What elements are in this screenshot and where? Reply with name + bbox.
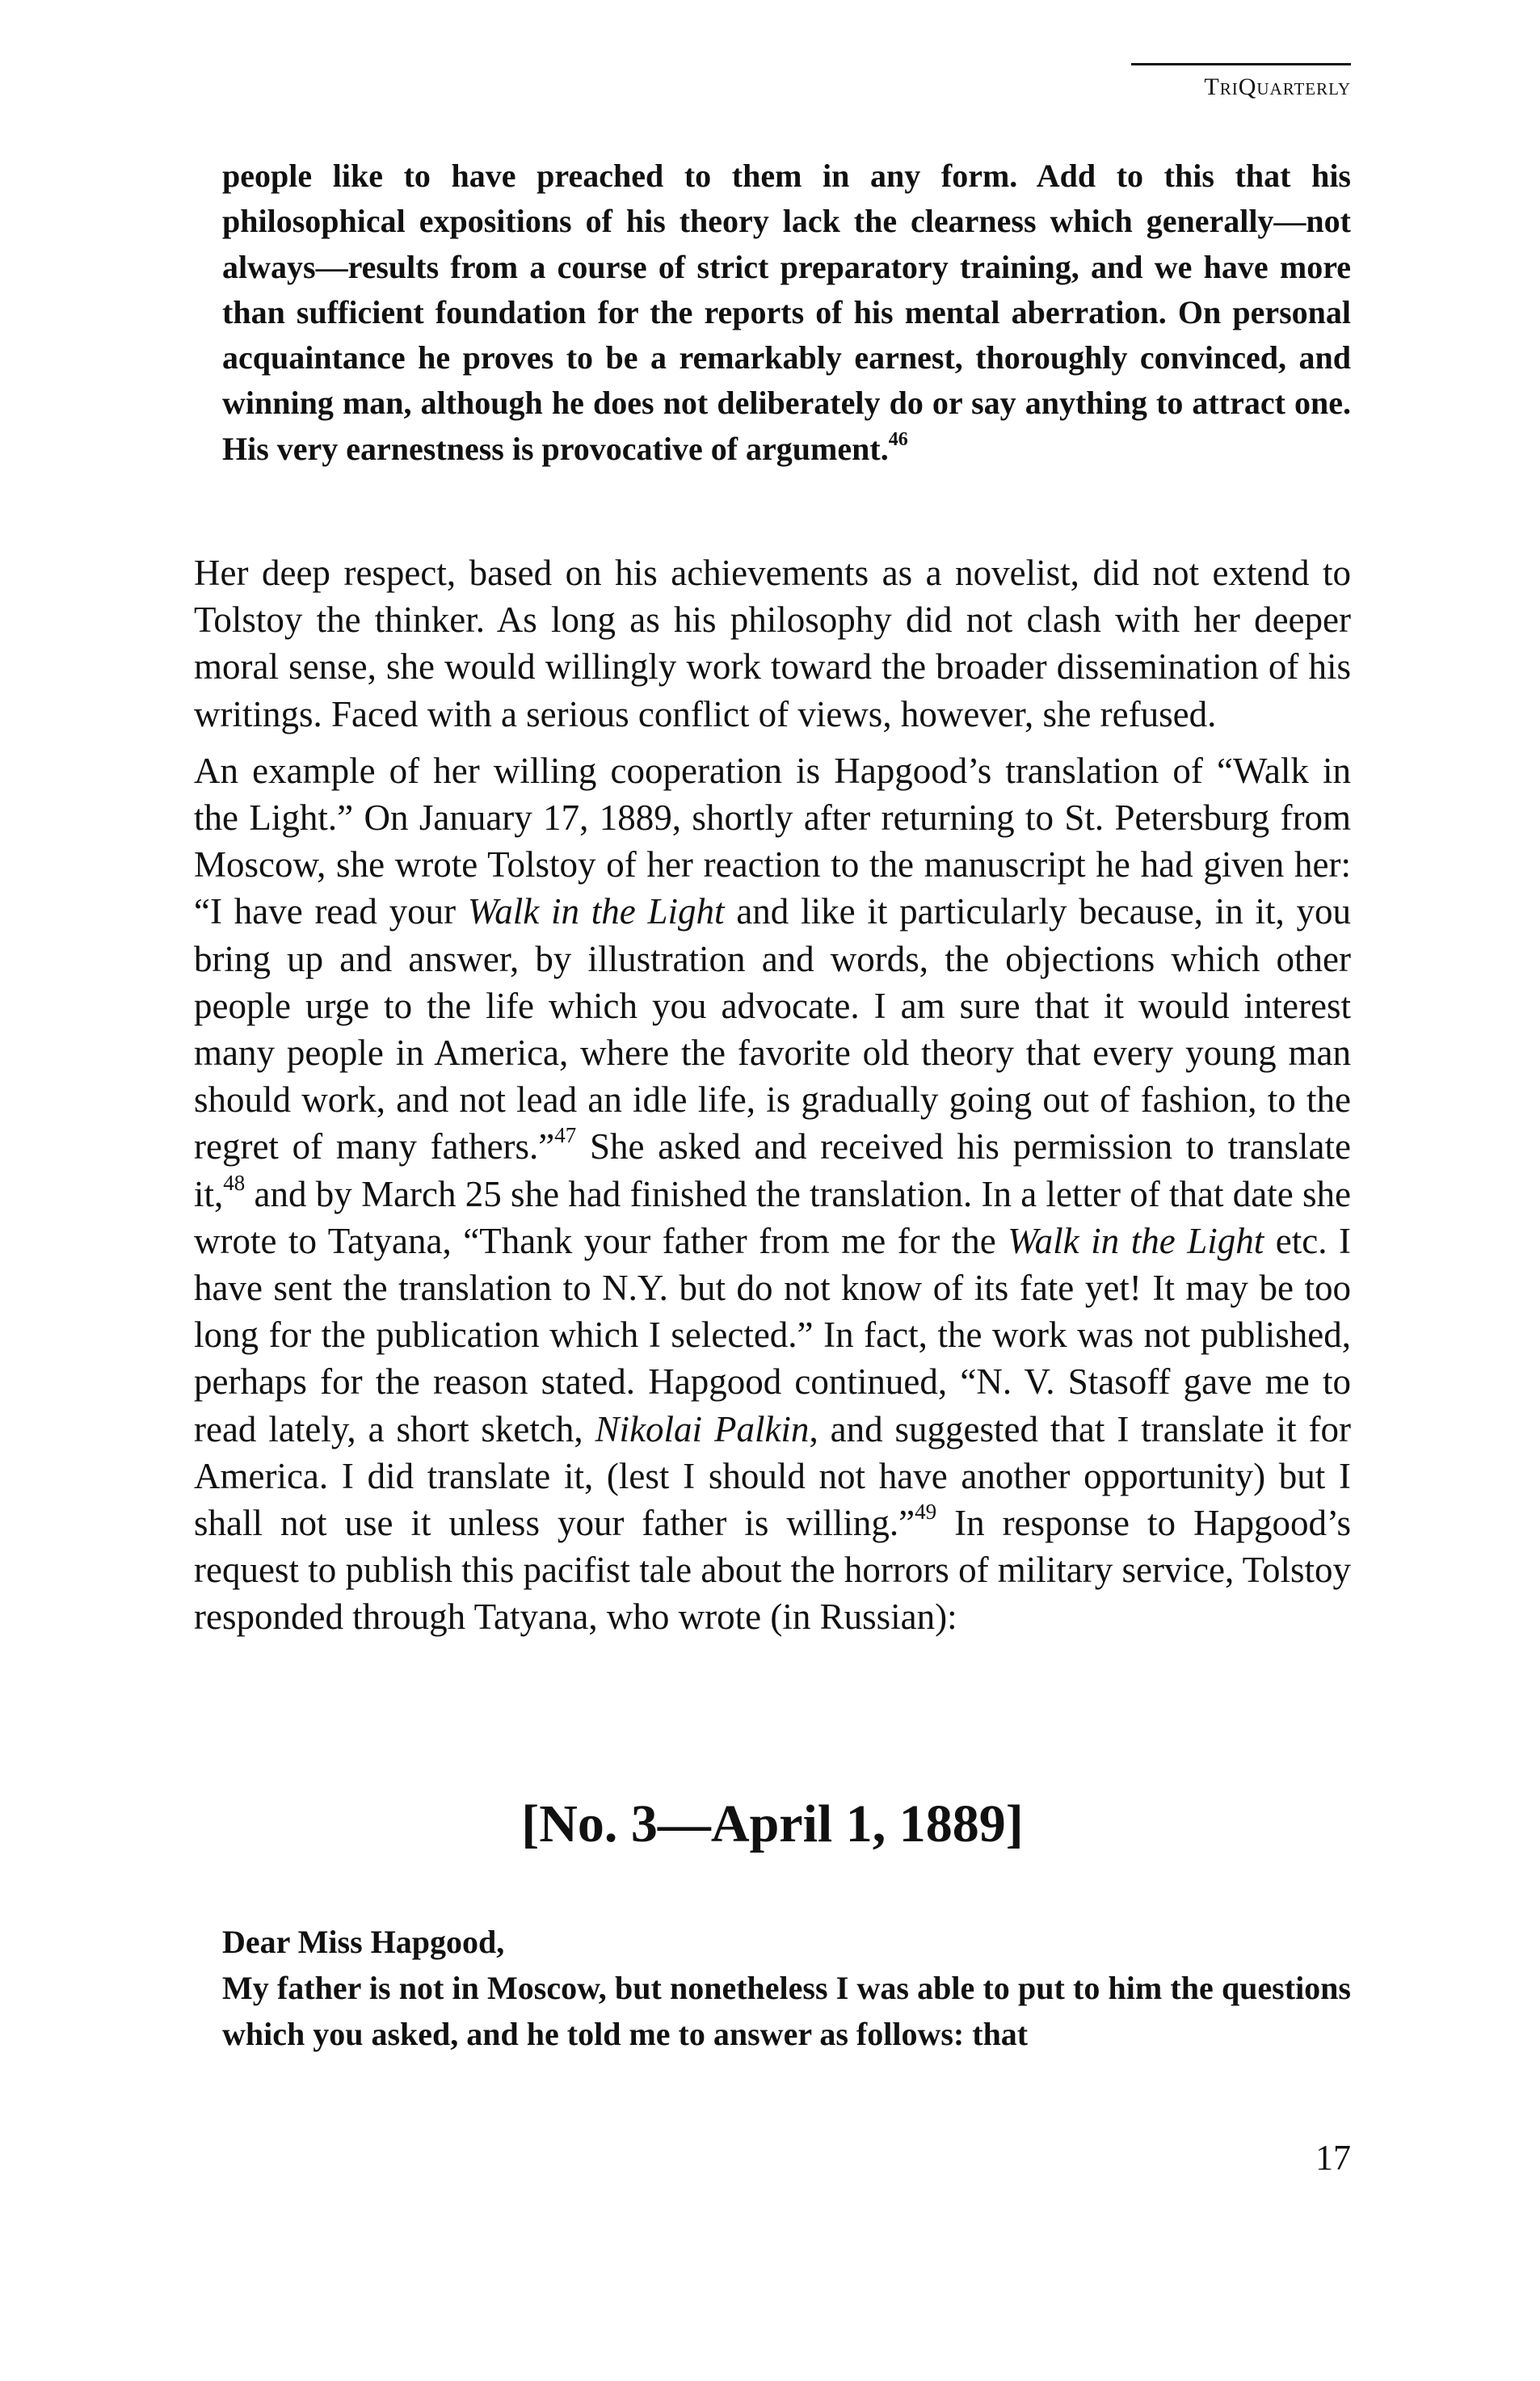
footnote-ref: 49 bbox=[915, 1499, 937, 1524]
body-text bbox=[194, 549, 1351, 1641]
footnote-ref: 48 bbox=[223, 1170, 246, 1195]
letter-salutation: Dear Miss Hapgood, bbox=[222, 1924, 505, 1960]
work-title: Nikolai Palkin bbox=[595, 1408, 810, 1449]
quote-text: people like to have preached to them in any form. Add to this that his philosophical expositions of his theory lack the clearness which generally—not always—results from a course of strict preparatory training, and we have more than sufficient foundation for the reports of his mental aberration. On personal acquaintance he proves to be a remarkably earnest, thoroughly convinced, and winning man, although he does not deliberately do or say anything to attract one. His very earnestness is provocative of argument. bbox=[222, 158, 1351, 467]
text-run: In response to Hapgood’s request to publish this pacifist tale about the horrors of military service, Tolstoy responded through Tatyana, who wrote (in Russian): bbox=[194, 1503, 1351, 1638]
running-head: TriQuarterly bbox=[1131, 63, 1351, 101]
block-quote bbox=[222, 154, 1351, 472]
text-run: and by March 25 she had finished the translation. In a letter of that date she wrote to Tatyana, “Thank your father from me for the bbox=[194, 1173, 1351, 1261]
text-run: etc. I have sent the translation to N.Y. but do not know of its fate yet! It may be too long for the publication which I selected.” In fact, the work was not published, perhaps for the reason stated. Hapgood continued, “N. V. Stasoff gave me to read lately, a short sketch, bbox=[194, 1220, 1351, 1449]
work-title: Walk in the Light bbox=[1008, 1220, 1264, 1261]
footnote-ref: 46 bbox=[888, 428, 908, 450]
text-run: An example of her willing cooperation is Hapgood’s translation of “Walk in the Light.” On January 17, 1889, shortly after returning to St. Petersburg from Moscow, she wrote Tolstoy of her reaction to the manuscript he had given her: “I have read your bbox=[194, 750, 1351, 932]
text-run: , and suggested that I translate it for America. I did translate it, (lest I should not have another opportunity) but I shall not use it unless your father is willing.” bbox=[194, 1408, 1351, 1544]
letter-heading: [No. 3—April 1, 1889] bbox=[521, 1794, 1024, 1853]
text-run: She asked and received his permission to translate it, bbox=[194, 1126, 1351, 1214]
footnote-ref: 47 bbox=[554, 1123, 577, 1148]
work-title: Walk in the Light bbox=[467, 891, 725, 932]
paragraph: Her deep respect, based on his achievements as a novelist, did not extend to Tolstoy the thinker. As long as his philosophy did not clash with her deeper moral sense, she would willingly work toward the broader dissemination of his writings. Faced with a serious conflict of views, however, she refused. bbox=[194, 553, 1351, 734]
page-number: 17 bbox=[1315, 2138, 1351, 2177]
paragraph bbox=[194, 747, 1351, 1641]
letter-text: My father is not in Moscow, but nonetheless I was able to put to him the questions which you asked, and he told me to answer as follows: that bbox=[222, 1970, 1351, 2052]
text-run: and like it particularly because, in it, you bring up and answer, by illustration and words, the objections which other people urge to the life which you advocate. I am sure that it would interest many people in America, where the favorite old theory that every young man should work, and not lead an idle life, is gradually going out of fashion, to the regret of many fathers.” bbox=[194, 891, 1351, 1167]
letter-body bbox=[222, 1919, 1351, 2057]
